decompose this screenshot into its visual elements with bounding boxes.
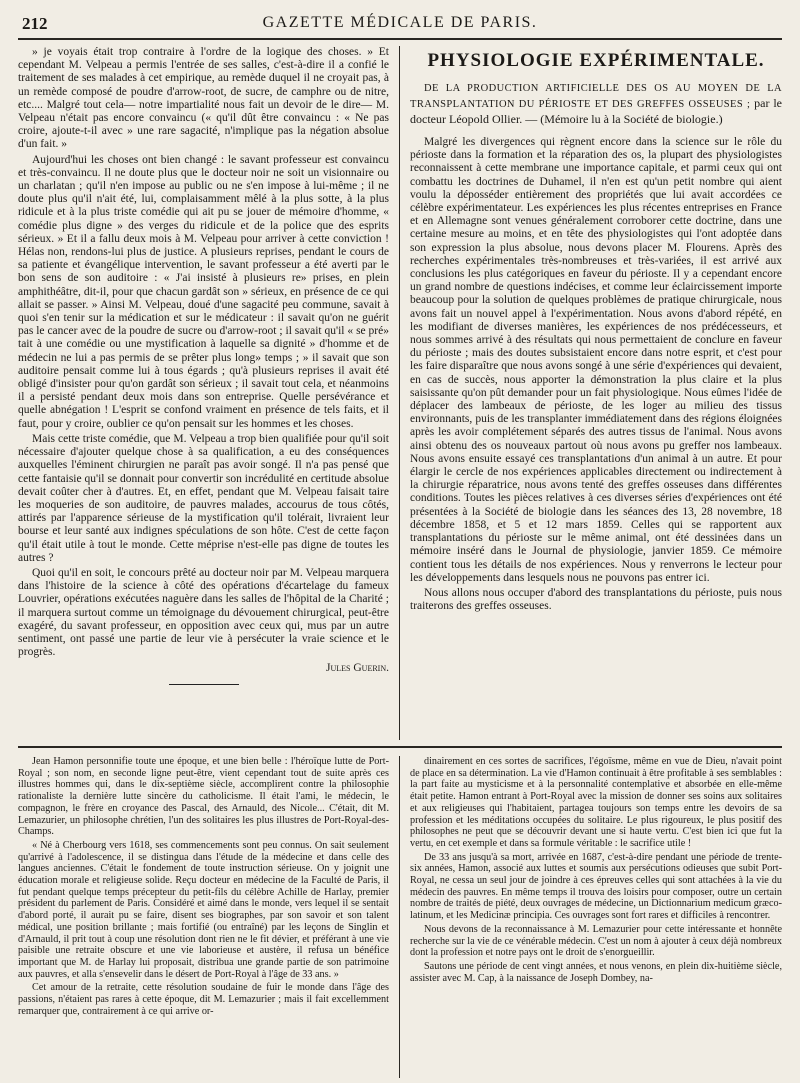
feuilleton-left-column	[18, 756, 389, 1078]
feuilleton-paragraph: dinairement en ces sortes de sacrifices, l'égoïsme, même en vue de Dieu, n'avait point de place en sa détermination. La vie d'Hamon continuait à être profitable à ses semblables : la part faite au mysticisme et à la personnalité contemplative et absorbée en elle-même était petite. Hamon entrant à Port-Royal avec la mission de donner ses soins aux solitaires et aux religieuses qui l'habitaient, partagea toujours son temps entre les devoirs de sa profession et les méditations occupées du solitaire. Le plus rigoureux, le plus positif des philosophes ne peut que se découvrir devant une si haute vertu. C'est bien ici que fut la vertu, en cet exemple et dans sa formule véritable : le sacrifice utile !	[410, 756, 782, 849]
right-column	[410, 46, 782, 740]
journal-title: GAZETTE MÉDICALE DE PARIS.	[262, 14, 538, 31]
feuilleton-right-column	[410, 756, 782, 1078]
column-divider	[399, 46, 400, 740]
feuilleton-rule	[18, 746, 782, 748]
signature-rule	[169, 684, 239, 685]
feuilleton-paragraph: De 33 ans jusqu'à sa mort, arrivée en 1687, c'est-à-dire pendant une période de trente-six années, Hamon, associé aux luttes et soumis aux persécutions odieuses que subit Port-Royal, ne cessa un seul jour de joindre à ces épreuves celles qui sont attachées à la vie du médecin des pauvres. En même temps il trouva des loisirs pour composer, outre un certain nombre de traités de piété, deux ouvrages de médecine, un Dictionnarium medicum græco-latinum, et les Medicinæ principia. Ces ouvrages sont fort rares et difficiles à rencontrer.	[410, 851, 782, 922]
page-header	[18, 6, 782, 40]
article-title	[410, 80, 782, 126]
article-title-byline: par le docteur Léopold Ollier. — (Mémoire lu à la Société de biologie.)	[410, 96, 782, 126]
left-paragraph: Mais cette triste comédie, que M. Velpeau a trop bien qualifiée pour qu'il soit nécessaire d'ajouter quelque chose à sa qualification, a eu des conséquences auxquelles l'éminent chirurgien ne paraît pas avoir songé. Il n'a pas pensé que cette fantaisie qu'il se donnait pour convertir son incrédulité en certitude absolue devait coûter cher à d'autres. Et, en effet, pendant que M. Velpeau faisait taire les moqueries de son auditoire, de pauvres malades, accourus de tous côtés, attirés par l'apparence sérieuse de la mystification qu'il tolérait, livraient leur bourse et leur santé aux indignes spéculations de son hôte. C'est de cette façon qu'il était utile à tout le monde. Cette méprise n'est-elle pas digne de toutes les autres ?	[18, 432, 389, 564]
feuilleton-columns	[18, 756, 782, 1078]
section-title: PHYSIOLOGIE EXPÉRIMENTALE.	[427, 50, 765, 71]
left-paragraph: » je voyais était trop contraire à l'ordre de la logique des choses. » Et cependant M. Velpeau a permis l'entrée de ses salles, c'est-à-dire il a confié le traitement de ses malades à cet empirique, au remède duquel il ne croyait pas, à un remède composé de poudre d'arrow-root, de sucre, de camphre ou de nitre, etc.... Malgré tout cela— notre impartialité nous fait un devoir de le dire— M. Velpeau n'était pas encore convaincu (« qu'il dût être convaincu : « Ne pas croire, ajoute-t-il avec » une rare sagacité, n'implique pas la négation absolue d'un fait. »	[18, 46, 389, 151]
left-paragraph: Quoi qu'il en soit, le concours prêté au docteur noir par M. Velpeau marquera dans l'histoire de la science à côté des opérations d'écartelage du fameux Louvrier, opérations exécutées naguère dans les salles de l'hôpital de la Charité ; il marquera surtout comme un témoignage du dévouement chirurgical, peut-être exagéré, du savant professeur, en opposition avec ceux qui, mus par un autre sentiment, ont passé une partie de leur vie à persécuter la vraie science et le progrès.	[18, 566, 389, 659]
article-title-caps: DE LA PRODUCTION ARTIFICIELLE DES OS AU MOYEN DE LA TRANSPLANTATION DU PÉRIOSTE ET DES GREFFES OSSEUSES ;	[410, 83, 782, 110]
left-column	[18, 46, 389, 740]
left-paragraph: Aujourd'hui les choses ont bien changé : le savant professeur est convaincu et très-convaincu. Il ne doute plus que le docteur noir ne soit un visionnaire ou un charlatan ; qu'il n'en impose au public ou ne s'en impose à lui-même ; il ne doute plus qu'il n'ait été, lui, complaisamment mêlé à la plus sotte, à la plus ridicule et à la plus triste comédie qui ait pu se jouer de mémoire d'homme, « comédie plus digne » des verges du ridicule et de la police que des esprits sérieux. » Et il a fallu deux mois à M. Velpeau pour arriver à cette conviction ! Hélas non, rendons-lui plus de justice. A plusieurs reprises, pendant le cours de sa patiente et évangélique intervention, le savant professeur a été averti par le bon sens de son auditoire : « J'ai insisté à plusieurs re» prises, en plein amphithéâtre, dit-il, pour que chacun gardât son » sérieux, en présence de ce qui allait se passer. » Ainsi M. Velpeau, doué d'une sagacité peu commune, savait à quoi s'en tenir sur la médication et sur le médicateur : il savait qu'on ne guérit pas le cancer avec de la poudre de sucre ou d'arrow-root ; il savait qu'il « se pré» tait à une comédie ou une mystification à laquelle sa dignité » d'homme et de médecin ne lui a pas permis de se prêter plus long» temps ; » il savait que son auditoire pensait comme lui à tous égards ; qu'à plusieurs reprises il avait été obligé d'insister pour qu'on gardât son sérieux ; il savait tout cela, et néanmoins il a persisté pendant deux mois dans son entreprise. Quelle persévérance et quelle abnégation ! L'esprit se confond vraiment en présence de tels faits, et il faut, pour y croire, oublier ce qu'on pensait sur les hommes et les choses.	[18, 153, 389, 430]
feuilleton-paragraph: Nous devons de la reconnaissance à M. Lemazurier pour cette intéressante et honnête recherche sur la vie de ce vénérable médecin. C'est un nom à ajouter à ceux déjà nombreux dont la profession et notre pays ont le droit de s'enorgueillir.	[410, 923, 782, 959]
feuilleton-paragraph: Jean Hamon personnifie toute une époque, et une bien belle : l'héroïque lutte de Port-Royal ; son nom, en seconde ligne peut-être, vient cependant tout de suite après ces illustres hommes qui, dans le dix-septième siècle, accomplirent contre la philosophie rationaliste la dernière lutte sincère du catholicisme. Il était l'ami, le médecin, le compagnon, le frère en croyance des Pascal, des Arnauld, des Nicole... C'était, dit M. Lemazurier, un philosophe chrétien, l'un des solitaires les plus illustres de Port-Royal-des-Champs.	[18, 756, 389, 838]
right-paragraph: Nous allons nous occuper d'abord des transplantations du périoste, puis nous traiterons des greffes osseuses.	[410, 586, 782, 613]
feuilleton-paragraph: « Né à Cherbourg vers 1618, ses commencements sont peu connus. On sait seulement qu'arrivé à l'adolescence, il se distingua dans l'étude de la médecine et dans celle des langues anciennes. C'était le fondement de toute instruction sérieuse. On y joignit une éducation morale et religieuse solide. Reçu docteur en médecine de la Faculté de Paris, il fut pendant quelque temps précepteur du petit-fils du célèbre Achille de Harlay, premier président du parlement de Paris. Considéré et aimé dans le monde, vers lequel il se sentait d'abord porté, il aurait pu se faire, disent ses biographes, par son savoir et son talent médical, une position brillante ; mais fortifié (ou entraîné) par les leçons de Singlin et d'Arnauld, il prit tout à coup une résolution dont rien ne le fit dévier, et préférant à une vie paisible une retraite obscure et une vie laborieuse et austère, il refusa un bénéfice important que M. de Harlay lui proposait, distribua une grande partie de son patrimoine aux pauvres, et alla s'ensevelir dans le désert de Port-Royal à l'âge de 33 ans. »	[18, 839, 389, 980]
feuilleton-paragraph: Sautons une période de cent vingt années, et nous venons, en plein dix-huitième siècle, assister avec M. Cap, à la naissance de Joseph Dombey, na-	[410, 960, 782, 984]
feuilleton-paragraph: Cet amour de la retraite, cette résolution soudaine de fuir le monde dans l'âge des passions, n'étaient pas rares à cette époque, dit M. Lemazurier ; mais il fait excellemment remarquer que, contrairement à ce qui arrive or-	[18, 982, 389, 1017]
right-paragraph: Malgré les divergences qui règnent encore dans la science sur le rôle du périoste dans la formation et la réparation des os, la plupart des physiologistes reconnaissent à cette membrane une importance capitale, et parmi ceux qui ont combattu les doctrines de Duhamel, il n'en est qu'un petit nombre qui aient voulu la déposséder entièrement des propriétés que lui avait accordées ce célèbre expérimentateur. Les expériences les plus récentes entreprises en France et en Allemagne sont venues généralement corroborer cette doctrine, dans une certaine mesure au moins, et en tête des physiologistes qui l'ont adoptée dans son expression la plus absolue, nous devons placer M. Flourens. Après des recherches expérimentales très-nombreuses et très-variées, il est arrivé aux conclusions les plus catégoriques en faveur du périoste. Il y a cependant encore un grand nombre de questions indécises, et comme leur éclaircissement importe beaucoup pour la solution de quelques problèmes de pratique chirurgicale, nous avons fait un nouvel appel à l'expérimentation. Nous avons d'abord répété, en les modifiant de diverses manières, les expériences de nos prédécesseurs, et nous sommes arrivé à des résultats qui nous permettaient de conclure en faveur du périoste ; mais des doutes subsistaient encore dans notre esprit, et c'est pour les faire disparaître que nous avons songé à une série d'expériences qui devaient, en cas de succès, nous apporter la démonstration la plus claire et la plus saisissante qu'on pût demander pour un fait physiologique. Nous eûmes l'idée de déplacer des lambeaux de périoste, de les loger au milieu des tissus environnants, puis de les transplanter immédiatement dans des régions éloignées après les avoir complétement séparés des autres tissus de l'animal. Nous avons ainsi obtenu des os nouveaux partout où nous avons pu greffer nos lambeaux. Nous avons ensuite essayé ces transplantations d'un animal à un autre. Et pour élargir le cercle de nos expériences applicables directement ou indirectement à la chirurgie réparatrice, nous avons tenté des greffes osseuses dans différentes conditions. Toutes les pièces relatives à ces diverses séries d'expériences ont été présentées à la Société de biologie dans les séances des 13, 28 novembre, 18 décembre 1858, et 5 et 12 mars 1859. Celles qui se rapportent aux transplantations du périoste sur le même animal, ont été dessinées dans un mémoire inséré dans le Journal de physiologie, janvier 1859. Ce mémoire contient tous les détails de nos expériences. Nous y renverrons le lecteur pour les développements dans lesquels nous ne pouvons pas entrer ici.	[410, 136, 782, 584]
page-number: 212	[22, 14, 48, 33]
feuilleton-divider	[399, 756, 400, 1078]
main-columns	[18, 46, 782, 740]
author-signature: Jules Guerin.	[326, 662, 389, 675]
